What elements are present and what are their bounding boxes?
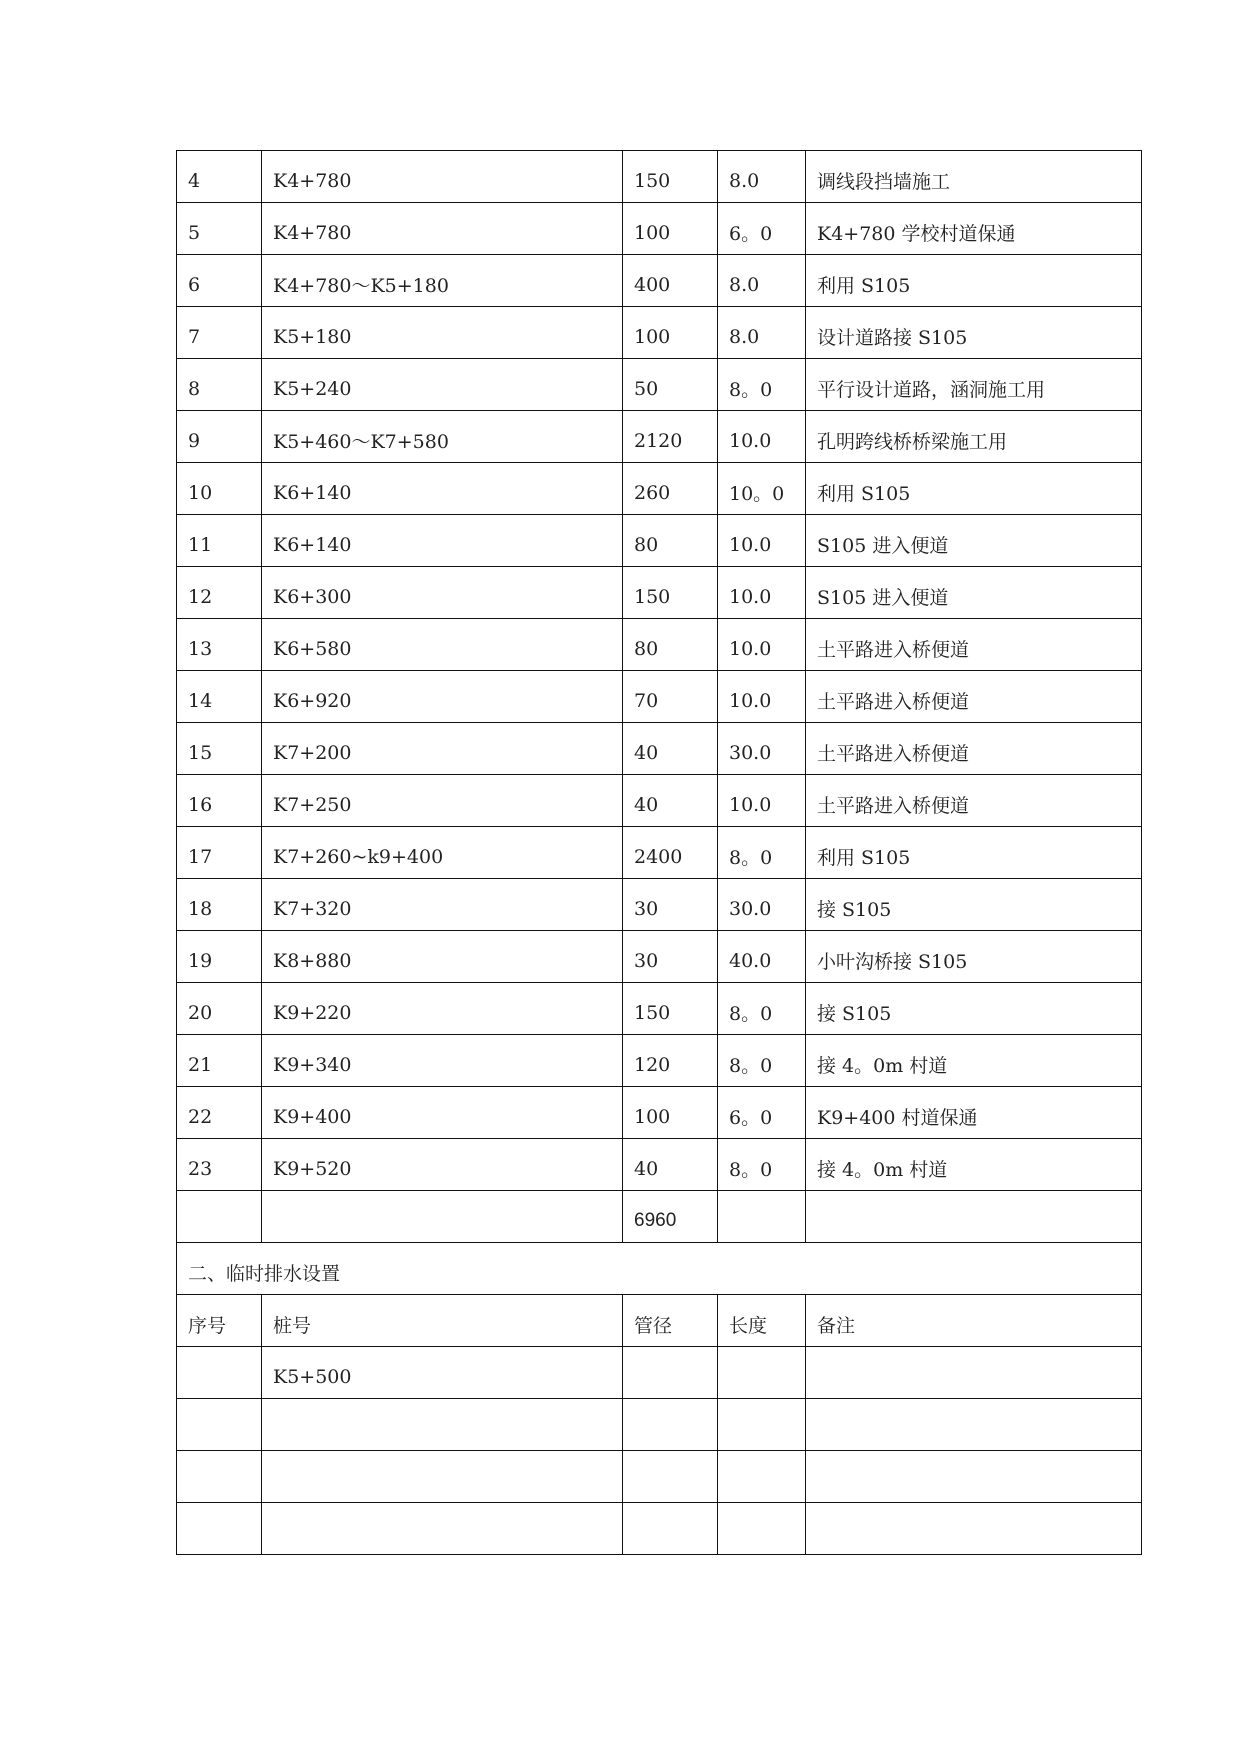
row-number — [177, 203, 262, 255]
length-cell-text: 30 — [634, 897, 659, 920]
width-cell-text: 10.0 — [729, 689, 772, 712]
table-row — [177, 255, 1142, 307]
section-title — [177, 1243, 1142, 1295]
drain-diameter-cell — [623, 1451, 718, 1503]
table-row — [177, 827, 1142, 879]
row-number-text: 15 — [188, 741, 213, 764]
remark-cell-text: 接 S105 — [817, 899, 892, 921]
table-row — [177, 463, 1142, 515]
remark-cell-text: 利用 S105 — [817, 483, 911, 505]
row-number — [177, 931, 262, 983]
length-cell-text: 120 — [634, 1053, 671, 1076]
table-row — [177, 983, 1142, 1035]
width-cell-text: 10.0 — [729, 585, 772, 608]
table-row — [177, 567, 1142, 619]
drain-diameter-cell — [623, 1347, 718, 1399]
table-row — [177, 1035, 1142, 1087]
width-cell — [718, 1087, 806, 1139]
remark-cell — [806, 671, 1142, 723]
section-title-text: 二、临时排水设置 — [188, 1263, 341, 1285]
remark-cell — [806, 411, 1142, 463]
row-number — [177, 827, 262, 879]
width-cell-text: 8。0 — [729, 379, 773, 401]
width-cell — [718, 255, 806, 307]
width-cell-text: 8.0 — [729, 169, 760, 192]
row-number-text: 17 — [188, 845, 213, 868]
row-number — [177, 307, 262, 359]
length-cell — [623, 619, 718, 671]
length-cell — [623, 255, 718, 307]
drain-no-cell — [177, 1503, 262, 1555]
drain-station-cell — [262, 1347, 623, 1399]
station-cell-text: K4+780 — [273, 169, 352, 192]
station-cell-text: K7+200 — [273, 741, 352, 764]
length-cell — [623, 151, 718, 203]
width-cell-text: 40.0 — [729, 949, 772, 972]
station-cell — [262, 203, 623, 255]
total-empty-4 — [806, 1191, 1142, 1243]
table-row — [177, 879, 1142, 931]
row-number-text: 14 — [188, 689, 213, 712]
remark-cell — [806, 255, 1142, 307]
row-number — [177, 151, 262, 203]
remark-cell — [806, 515, 1142, 567]
station-cell — [262, 619, 623, 671]
width-cell-text: 8。0 — [729, 1003, 773, 1025]
width-cell-text: 30.0 — [729, 897, 772, 920]
remark-cell — [806, 567, 1142, 619]
row-number-text: 8 — [188, 377, 201, 400]
width-cell — [718, 879, 806, 931]
length-cell — [623, 983, 718, 1035]
length-cell-text: 40 — [634, 1157, 659, 1180]
remark-cell-text: 设计道路接 S105 — [817, 327, 968, 349]
station-cell-text: K7+250 — [273, 793, 352, 816]
remark-cell-text: 平行设计道路，涵洞施工用 — [817, 379, 1046, 401]
remark-cell — [806, 151, 1142, 203]
table-row — [177, 307, 1142, 359]
drain-remark-cell — [806, 1399, 1142, 1451]
station-cell — [262, 931, 623, 983]
station-cell-text: K8+880 — [273, 949, 352, 972]
total-length-cell — [623, 1191, 718, 1243]
header-length — [718, 1295, 806, 1347]
row-number — [177, 567, 262, 619]
station-cell — [262, 307, 623, 359]
station-cell — [262, 1139, 623, 1191]
drain-station-cell — [262, 1451, 623, 1503]
drain-remark-cell — [806, 1503, 1142, 1555]
length-cell — [623, 1035, 718, 1087]
station-cell-text: K9+220 — [273, 1001, 352, 1024]
width-cell-text: 8.0 — [729, 325, 760, 348]
row-number-text: 6 — [188, 273, 201, 296]
remark-cell-text: K9+400 村道保通 — [817, 1107, 978, 1129]
total-row — [177, 1191, 1142, 1243]
width-cell — [718, 463, 806, 515]
row-number-text: 9 — [188, 429, 201, 452]
width-cell-text: 6。0 — [729, 1107, 773, 1129]
total-length-cell-text: 6960 — [634, 1209, 677, 1231]
width-cell — [718, 671, 806, 723]
row-number-text: 21 — [188, 1053, 213, 1076]
table-body — [177, 151, 1142, 1555]
row-number — [177, 671, 262, 723]
row-number-text: 7 — [188, 325, 201, 348]
station-cell-text: K7+260~k9+400 — [273, 845, 444, 868]
station-cell-text: K6+140 — [273, 481, 352, 504]
length-cell-text: 100 — [634, 221, 671, 244]
station-cell — [262, 671, 623, 723]
length-cell-text: 40 — [634, 741, 659, 764]
length-cell — [623, 723, 718, 775]
width-cell-text: 30.0 — [729, 741, 772, 764]
remark-cell-text: 接 4。0m 村道 — [817, 1159, 948, 1181]
row-number-text: 11 — [188, 533, 213, 556]
row-number — [177, 411, 262, 463]
row-number — [177, 1087, 262, 1139]
remark-cell-text: 利用 S105 — [817, 847, 911, 869]
drain-no-cell — [177, 1399, 262, 1451]
length-cell-text: 100 — [634, 1105, 671, 1128]
header-row — [177, 1295, 1142, 1347]
row-number — [177, 359, 262, 411]
length-cell-text: 150 — [634, 1001, 671, 1024]
row-number — [177, 723, 262, 775]
width-cell — [718, 151, 806, 203]
length-cell-text: 2400 — [634, 845, 683, 868]
width-cell-text: 8。0 — [729, 1159, 773, 1181]
table-row — [177, 1139, 1142, 1191]
remark-cell-text: 调线段挡墙施工 — [817, 171, 951, 193]
remark-cell — [806, 1139, 1142, 1191]
remark-cell — [806, 723, 1142, 775]
drain-row — [177, 1503, 1142, 1555]
remark-cell — [806, 1035, 1142, 1087]
drain-station-cell — [262, 1503, 623, 1555]
station-cell-text: K4+780～K5+180 — [273, 275, 449, 297]
width-cell-text: 8。0 — [729, 1055, 773, 1077]
station-cell-text: K9+340 — [273, 1053, 352, 1076]
remark-cell-text: 接 S105 — [817, 1003, 892, 1025]
length-cell — [623, 1087, 718, 1139]
length-cell — [623, 359, 718, 411]
station-cell-text: K6+920 — [273, 689, 352, 712]
station-cell-text: K6+580 — [273, 637, 352, 660]
header-remark — [806, 1295, 1142, 1347]
width-cell — [718, 359, 806, 411]
remark-cell-text: 小叶沟桥接 S105 — [817, 951, 968, 973]
drain-length-cell — [718, 1503, 806, 1555]
length-cell — [623, 515, 718, 567]
width-cell — [718, 307, 806, 359]
table-row — [177, 1087, 1142, 1139]
width-cell — [718, 983, 806, 1035]
drain-length-cell — [718, 1399, 806, 1451]
drain-no-cell — [177, 1451, 262, 1503]
row-number-text: 12 — [188, 585, 213, 608]
station-cell — [262, 359, 623, 411]
table-row — [177, 775, 1142, 827]
drain-remark-cell — [806, 1451, 1142, 1503]
length-cell — [623, 463, 718, 515]
remark-cell-text: K4+780 学校村道保通 — [817, 223, 1016, 245]
length-cell — [623, 931, 718, 983]
table-row — [177, 359, 1142, 411]
width-cell — [718, 515, 806, 567]
remark-cell — [806, 931, 1142, 983]
drain-station-cell-text: K5+500 — [273, 1365, 352, 1388]
table-row — [177, 151, 1142, 203]
width-cell-text: 6。0 — [729, 223, 773, 245]
length-cell-text: 80 — [634, 533, 659, 556]
width-cell — [718, 203, 806, 255]
station-cell — [262, 879, 623, 931]
width-cell — [718, 931, 806, 983]
remark-cell — [806, 359, 1142, 411]
remark-cell — [806, 203, 1142, 255]
table-row — [177, 723, 1142, 775]
length-cell-text: 260 — [634, 481, 671, 504]
width-cell — [718, 567, 806, 619]
remark-cell — [806, 983, 1142, 1035]
width-cell — [718, 619, 806, 671]
row-number-text: 10 — [188, 481, 213, 504]
row-number — [177, 879, 262, 931]
remark-cell-text: 土平路进入桥便道 — [817, 743, 970, 765]
drain-row — [177, 1399, 1142, 1451]
drain-length-cell — [718, 1451, 806, 1503]
width-cell — [718, 1035, 806, 1087]
remark-cell — [806, 827, 1142, 879]
drain-diameter-cell — [623, 1399, 718, 1451]
row-number — [177, 255, 262, 307]
length-cell-text: 2120 — [634, 429, 683, 452]
row-number-text: 13 — [188, 637, 213, 660]
length-cell — [623, 203, 718, 255]
row-number — [177, 619, 262, 671]
remark-cell-text: 利用 S105 — [817, 275, 911, 297]
station-cell-text: K5+240 — [273, 377, 352, 400]
remark-cell — [806, 775, 1142, 827]
row-number-text: 19 — [188, 949, 213, 972]
row-number — [177, 1139, 262, 1191]
length-cell — [623, 879, 718, 931]
remark-cell-text: 土平路进入桥便道 — [817, 691, 970, 713]
station-cell-text: K5+460～K7+580 — [273, 431, 449, 453]
row-number-text: 23 — [188, 1157, 213, 1180]
length-cell-text: 40 — [634, 793, 659, 816]
length-cell — [623, 567, 718, 619]
header-station — [262, 1295, 623, 1347]
remark-cell — [806, 463, 1142, 515]
station-cell-text: K6+300 — [273, 585, 352, 608]
row-number-text: 20 — [188, 1001, 213, 1024]
remark-cell — [806, 1087, 1142, 1139]
width-cell-text: 8.0 — [729, 273, 760, 296]
remark-cell-text: 孔明跨线桥桥梁施工用 — [817, 431, 1008, 453]
remark-cell — [806, 619, 1142, 671]
row-number — [177, 515, 262, 567]
width-cell — [718, 723, 806, 775]
length-cell — [623, 411, 718, 463]
width-cell — [718, 1139, 806, 1191]
length-cell — [623, 775, 718, 827]
station-cell — [262, 1087, 623, 1139]
station-cell-text: K5+180 — [273, 325, 352, 348]
row-number — [177, 463, 262, 515]
width-cell-text: 10.0 — [729, 429, 772, 452]
remark-cell — [806, 879, 1142, 931]
length-cell-text: 400 — [634, 273, 671, 296]
width-cell — [718, 775, 806, 827]
length-cell — [623, 827, 718, 879]
header-no — [177, 1295, 262, 1347]
road-table — [176, 150, 1142, 1555]
station-cell-text: K4+780 — [273, 221, 352, 244]
station-cell — [262, 723, 623, 775]
length-cell-text: 30 — [634, 949, 659, 972]
row-number — [177, 1035, 262, 1087]
station-cell — [262, 983, 623, 1035]
section-title-row — [177, 1243, 1142, 1295]
remark-cell-text: 土平路进入桥便道 — [817, 639, 970, 661]
width-cell — [718, 411, 806, 463]
station-cell — [262, 515, 623, 567]
header-no-text: 序号 — [188, 1315, 227, 1337]
total-empty-3 — [718, 1191, 806, 1243]
width-cell-text: 10.0 — [729, 533, 772, 556]
length-cell-text: 50 — [634, 377, 659, 400]
station-cell — [262, 1035, 623, 1087]
remark-cell-text: 土平路进入桥便道 — [817, 795, 970, 817]
row-number-text: 4 — [188, 169, 201, 192]
drain-station-cell — [262, 1399, 623, 1451]
drain-row — [177, 1347, 1142, 1399]
table-row — [177, 203, 1142, 255]
header-diameter — [623, 1295, 718, 1347]
station-cell — [262, 463, 623, 515]
header-length-text: 长度 — [729, 1315, 768, 1337]
station-cell-text: K7+320 — [273, 897, 352, 920]
remark-cell-text: S105 进入便道 — [817, 535, 949, 557]
drain-row — [177, 1451, 1142, 1503]
header-station-text: 桩号 — [273, 1315, 312, 1337]
drain-diameter-cell — [623, 1503, 718, 1555]
header-remark-text: 备注 — [817, 1315, 856, 1337]
width-cell-text: 10.0 — [729, 637, 772, 660]
width-cell — [718, 827, 806, 879]
remark-cell-text: S105 进入便道 — [817, 587, 949, 609]
row-number-text: 18 — [188, 897, 213, 920]
station-cell — [262, 151, 623, 203]
width-cell-text: 10。0 — [729, 483, 785, 505]
drain-remark-cell — [806, 1347, 1142, 1399]
station-cell — [262, 775, 623, 827]
table-row — [177, 515, 1142, 567]
table-row — [177, 411, 1142, 463]
length-cell — [623, 671, 718, 723]
station-cell — [262, 255, 623, 307]
remark-cell-text: 接 4。0m 村道 — [817, 1055, 948, 1077]
length-cell-text: 80 — [634, 637, 659, 660]
length-cell-text: 150 — [634, 169, 671, 192]
row-number — [177, 775, 262, 827]
row-number-text: 16 — [188, 793, 213, 816]
row-number — [177, 983, 262, 1035]
total-empty-1 — [177, 1191, 262, 1243]
header-diameter-text: 管径 — [634, 1315, 673, 1337]
length-cell-text: 70 — [634, 689, 659, 712]
station-cell — [262, 827, 623, 879]
length-cell-text: 150 — [634, 585, 671, 608]
width-cell-text: 8。0 — [729, 847, 773, 869]
station-cell-text: K9+400 — [273, 1105, 352, 1128]
row-number-text: 22 — [188, 1105, 213, 1128]
station-cell — [262, 411, 623, 463]
row-number-text: 5 — [188, 221, 201, 244]
table-row — [177, 671, 1142, 723]
total-empty-2 — [262, 1191, 623, 1243]
station-cell-text: K9+520 — [273, 1157, 352, 1180]
remark-cell — [806, 307, 1142, 359]
table-row — [177, 931, 1142, 983]
station-cell-text: K6+140 — [273, 533, 352, 556]
width-cell-text: 10.0 — [729, 793, 772, 816]
length-cell — [623, 307, 718, 359]
drain-length-cell — [718, 1347, 806, 1399]
drain-no-cell — [177, 1347, 262, 1399]
length-cell — [623, 1139, 718, 1191]
length-cell-text: 100 — [634, 325, 671, 348]
station-cell — [262, 567, 623, 619]
table-row — [177, 619, 1142, 671]
